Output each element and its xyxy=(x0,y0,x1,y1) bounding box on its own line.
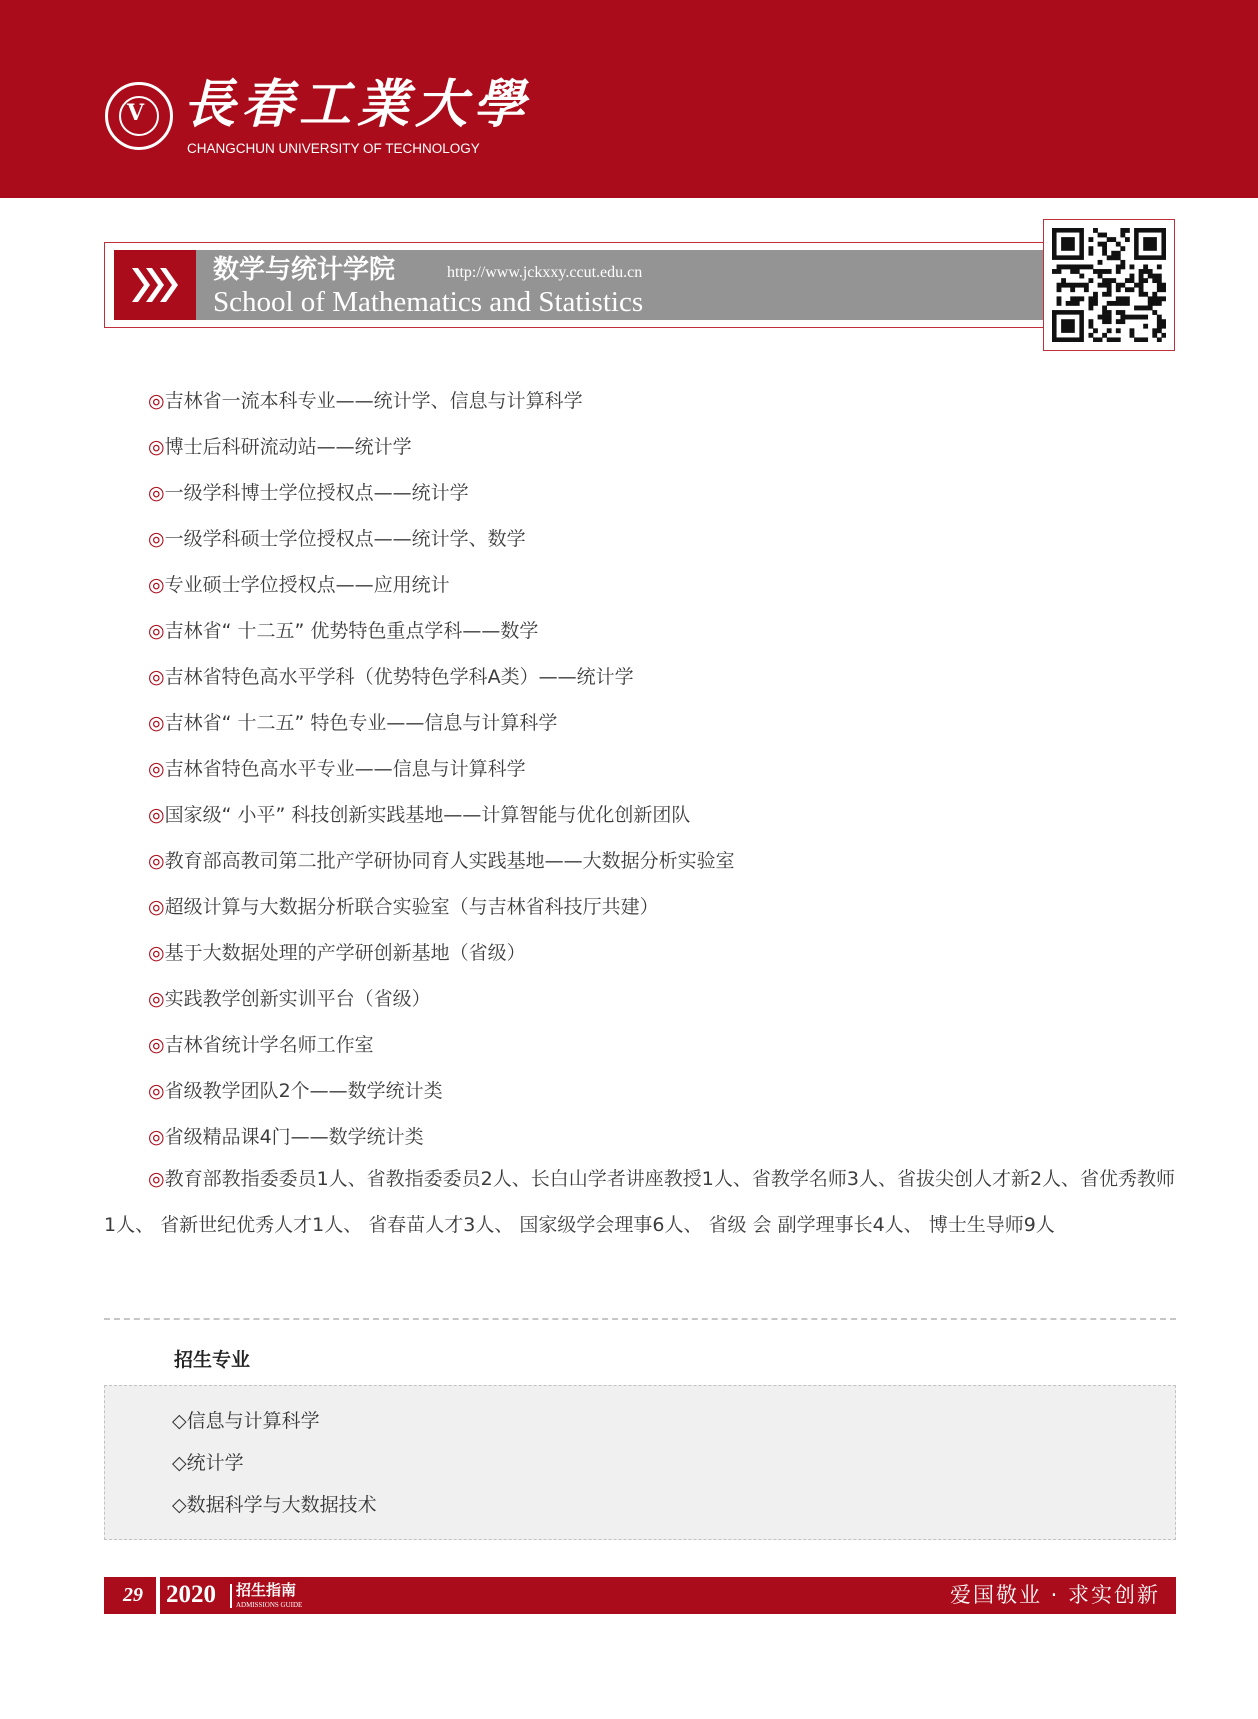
college-arrow-block xyxy=(114,250,196,320)
honor-bullet: ◎ xyxy=(148,574,165,596)
honor-item xyxy=(148,1022,1178,1068)
seal-emblem-icon: V xyxy=(127,100,145,126)
honor-item xyxy=(148,930,1178,976)
honor-text: 国家级“ 小平” 科技创新实践基地——计算智能与优化创新团队 xyxy=(164,804,691,826)
honor-text: 教育部高教司第二批产学研协同育人实践基地——大数据分析实验室 xyxy=(164,850,735,872)
honor-text: 一级学科硕士学位授权点——统计学、数学 xyxy=(164,528,526,550)
majors-list xyxy=(172,1400,377,1526)
section-divider xyxy=(104,1318,1176,1320)
honor-bullet: ◎ xyxy=(148,482,165,504)
diamond-bullet-icon: ◇ xyxy=(172,1452,187,1474)
faculty-paragraph-text: 教育部教指委委员1人、省教指委委员2人、长白山学者讲座教授1人、省教学名师3人、省拔尖创人才新2人、省优秀教师1人、 省新世纪优秀人才1人、 省春苗人才3人、 国家级学会理事6人、 省级 会 副学理事长4人、 博士生导师9人 xyxy=(104,1168,1176,1236)
honor-item xyxy=(148,976,1178,1022)
honor-text: 吉林省“ 十二五” 优势特色重点学科——数学 xyxy=(164,620,539,642)
honor-bullet: ◎ xyxy=(148,804,165,826)
honor-item xyxy=(148,424,1178,470)
college-name-en: School of Mathematics and Statistics xyxy=(213,286,644,318)
honor-text: 省级教学团队2个——数学统计类 xyxy=(164,1080,443,1102)
honor-item xyxy=(148,378,1178,424)
honor-bullet: ◎ xyxy=(148,1126,165,1148)
honor-bullet: ◎ xyxy=(148,988,165,1010)
university-seal-logo xyxy=(105,82,173,150)
honor-text: 吉林省“ 十二五” 特色专业——信息与计算科学 xyxy=(164,712,558,734)
university-name-en: CHANGCHUN UNIVERSITY OF TECHNOLOGY xyxy=(187,141,480,156)
honor-text: 吉林省特色高水平专业——信息与计算科学 xyxy=(164,758,526,780)
honor-item xyxy=(148,608,1178,654)
honor-bullet: ◎ xyxy=(148,390,165,412)
honor-item xyxy=(148,516,1178,562)
honor-bullet: ◎ xyxy=(148,758,165,780)
footer-motto: 爱国敬业 · 求实创新 xyxy=(949,1583,1160,1607)
college-url[interactable]: http://www.jckxxy.ccut.edu.cn xyxy=(447,264,643,281)
honor-text: 专业硕士学位授权点——应用统计 xyxy=(164,574,450,596)
honor-item xyxy=(148,792,1178,838)
honor-bullet: ◎ xyxy=(148,850,165,872)
honor-text: 一级学科博士学位授权点——统计学 xyxy=(164,482,469,504)
honor-item xyxy=(148,838,1178,884)
faculty-paragraph xyxy=(104,1156,1176,1248)
major-item xyxy=(172,1442,377,1484)
major-item xyxy=(172,1400,377,1442)
major-name: 信息与计算科学 xyxy=(186,1410,320,1432)
footer-guide-cn: 招生指南 xyxy=(236,1581,297,1599)
honor-text: 实践教学创新实训平台（省级） xyxy=(164,988,431,1010)
honor-text: 吉林省统计学名师工作室 xyxy=(164,1034,374,1056)
honor-bullet: ◎ xyxy=(148,666,165,688)
major-item xyxy=(172,1484,377,1526)
honor-text: 超级计算与大数据分析联合实验室（与吉林省科技厅共建） xyxy=(164,896,659,918)
honor-item xyxy=(148,746,1178,792)
honors-list xyxy=(148,378,1178,1160)
major-name: 统计学 xyxy=(186,1452,244,1474)
footer-separator xyxy=(156,1577,160,1614)
honor-text: 基于大数据处理的产学研创新基地（省级） xyxy=(164,942,526,964)
honor-bullet: ◎ xyxy=(148,1080,165,1102)
honor-item xyxy=(148,562,1178,608)
footer-year-divider xyxy=(230,1584,232,1608)
diamond-bullet-icon: ◇ xyxy=(172,1410,187,1432)
honor-bullet: ◎ xyxy=(148,1034,165,1056)
honor-bullet: ◎ xyxy=(148,942,165,964)
honor-item xyxy=(148,1068,1178,1114)
major-name: 数据科学与大数据技术 xyxy=(186,1494,377,1516)
university-name-cn: 長春工業大學 xyxy=(183,74,532,135)
footer-guide-en: ADMISSIONS GUIDE xyxy=(236,1601,303,1609)
honor-bullet: ◎ xyxy=(148,712,165,734)
majors-heading: 招生专业 xyxy=(174,1349,251,1371)
honor-item xyxy=(148,884,1178,930)
honor-item xyxy=(148,470,1178,516)
honor-text: 吉林省一流本科专业——统计学、信息与计算科学 xyxy=(164,390,583,412)
footer-year: 2020 xyxy=(166,1581,216,1608)
qr-code-frame xyxy=(1043,219,1175,351)
diamond-bullet-icon: ◇ xyxy=(172,1494,187,1516)
honor-item xyxy=(148,654,1178,700)
honor-item xyxy=(148,700,1178,746)
honor-text: 博士后科研流动站——统计学 xyxy=(164,436,412,458)
honor-bullet: ◎ xyxy=(148,528,165,550)
triple-chevron-icon xyxy=(132,268,178,302)
honor-bullet: ◎ xyxy=(148,896,165,918)
honor-bullet: ◎ xyxy=(148,436,165,458)
honor-text: 省级精品课4门——数学统计类 xyxy=(164,1126,424,1148)
college-name-cn: 数学与统计学院 xyxy=(213,255,396,285)
honor-bullet: ◎ xyxy=(148,620,165,642)
page-number: 29 xyxy=(123,1584,143,1606)
qr-code-icon xyxy=(1052,228,1166,342)
honor-text: 吉林省特色高水平学科（优势特色学科A类）——统计学 xyxy=(164,666,634,688)
honor-item xyxy=(148,1114,1178,1160)
paragraph-bullet: ◎ xyxy=(148,1168,165,1190)
